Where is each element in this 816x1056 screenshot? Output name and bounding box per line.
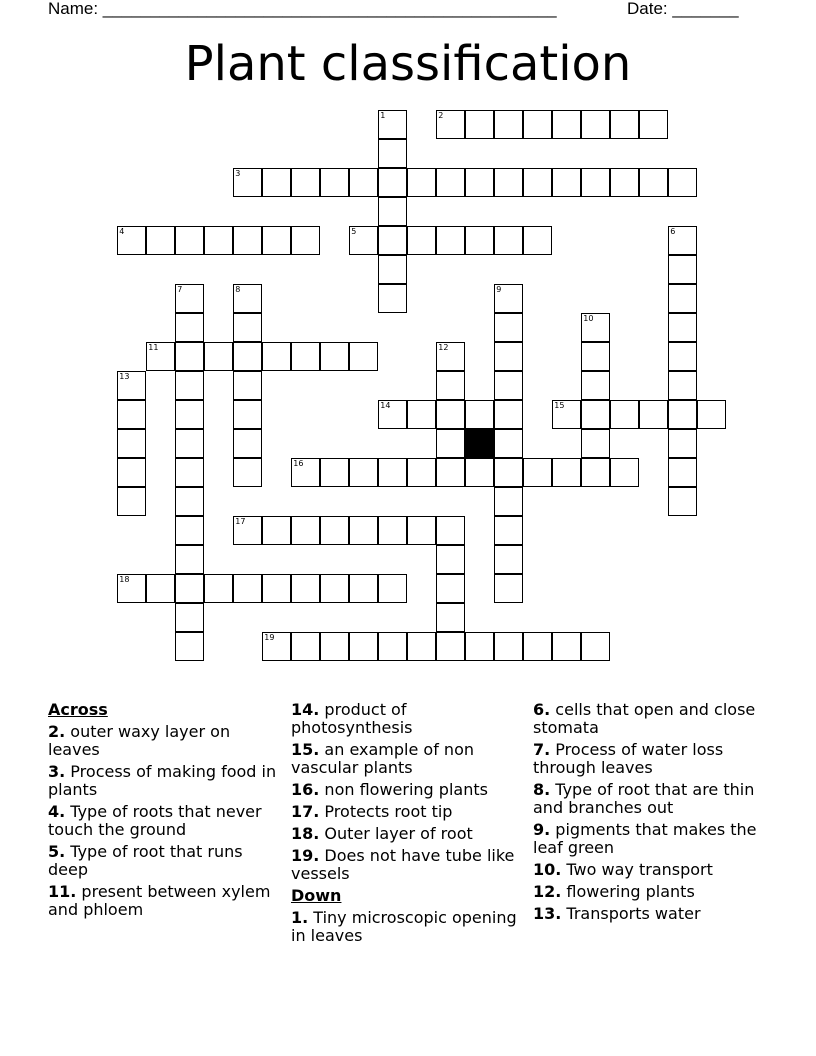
grid-cell[interactable]: [117, 371, 146, 400]
grid-cell[interactable]: [378, 226, 407, 255]
clue-number-label: 1.: [291, 908, 309, 927]
clue-number-label: 7.: [533, 740, 551, 759]
grid-cell[interactable]: [610, 110, 639, 139]
clue-item: [48, 803, 278, 839]
clue-number-label: 8.: [533, 780, 551, 799]
grid-cell[interactable]: [407, 516, 436, 545]
grid-cell[interactable]: [262, 632, 291, 661]
clue-item: [48, 883, 278, 919]
grid-cell[interactable]: [117, 429, 146, 458]
grid-cell[interactable]: [175, 313, 204, 342]
grid-cell[interactable]: [378, 400, 407, 429]
grid-cell[interactable]: [494, 342, 523, 371]
grid-cell[interactable]: [233, 342, 262, 371]
grid-cell[interactable]: [465, 226, 494, 255]
clue-number: 14: [380, 401, 391, 411]
grid-cell[interactable]: [291, 168, 320, 197]
grid-cell[interactable]: [320, 168, 349, 197]
grid-cell[interactable]: [233, 400, 262, 429]
down-clue-list-continued: [533, 701, 763, 923]
grid-cell[interactable]: [436, 342, 465, 371]
clue-item: [48, 843, 278, 879]
clue-number-label: 3.: [48, 762, 66, 781]
grid-cell[interactable]: [349, 226, 378, 255]
clue-number: 12: [438, 343, 449, 353]
grid-cell[interactable]: [523, 226, 552, 255]
grid-cell[interactable]: [668, 429, 697, 458]
clue-item: [291, 847, 521, 883]
clue-number: 13: [119, 372, 130, 382]
grid-cell[interactable]: [581, 429, 610, 458]
grid-cell[interactable]: [465, 458, 494, 487]
grid-cell[interactable]: [175, 458, 204, 487]
grid-cell[interactable]: [436, 110, 465, 139]
clue-text: pigments that makes the leaf green: [533, 820, 757, 857]
clue-item: [533, 905, 763, 923]
grid-cell[interactable]: [262, 516, 291, 545]
grid-cell[interactable]: [552, 168, 581, 197]
grid-cell[interactable]: [204, 226, 233, 255]
clue-number-label: 6.: [533, 700, 551, 719]
grid-cell[interactable]: [407, 632, 436, 661]
grid-cell[interactable]: [581, 400, 610, 429]
clue-number-label: 15.: [291, 740, 320, 759]
clue-text: cells that open and close stomata: [533, 700, 756, 737]
clue-number: 6: [670, 227, 676, 237]
grid-cell[interactable]: [320, 632, 349, 661]
clue-text: an example of non vascular plants: [291, 740, 474, 777]
clue-column-3: [533, 701, 763, 927]
clue-text: Process of water loss through leaves: [533, 740, 724, 777]
grid-cell[interactable]: [204, 574, 233, 603]
grid-cell[interactable]: [117, 458, 146, 487]
grid-cell[interactable]: [494, 458, 523, 487]
clue-item: [291, 781, 521, 799]
grid-cell[interactable]: [378, 516, 407, 545]
grid-cell[interactable]: [523, 458, 552, 487]
clue-number: 18: [119, 575, 130, 585]
grid-cell[interactable]: [668, 400, 697, 429]
date-field-label: Date: _______: [627, 0, 739, 18]
grid-cell[interactable]: [291, 226, 320, 255]
clue-text: product of photosynthesis: [291, 700, 413, 737]
grid-cell[interactable]: [320, 458, 349, 487]
grid-cell[interactable]: [175, 632, 204, 661]
grid-cell[interactable]: [233, 168, 262, 197]
grid-cell[interactable]: [378, 284, 407, 313]
clue-number-label: 14.: [291, 700, 320, 719]
grid-cell[interactable]: [436, 168, 465, 197]
grid-cell[interactable]: [668, 342, 697, 371]
grid-cell[interactable]: [494, 371, 523, 400]
grid-cell[interactable]: [523, 110, 552, 139]
clue-number: 19: [264, 633, 275, 643]
grid-cell[interactable]: [494, 168, 523, 197]
grid-cell[interactable]: [494, 545, 523, 574]
grid-cell[interactable]: [175, 545, 204, 574]
grid-cell[interactable]: [117, 226, 146, 255]
clue-number: 3: [235, 169, 241, 179]
clue-item: [291, 741, 521, 777]
clue-item: [533, 741, 763, 777]
grid-cell[interactable]: [494, 429, 523, 458]
grid-cell[interactable]: [117, 574, 146, 603]
clue-number: 17: [235, 517, 246, 527]
grid-cell[interactable]: [175, 371, 204, 400]
grid-cell[interactable]: [436, 400, 465, 429]
grid-cell[interactable]: [117, 487, 146, 516]
grid-cell[interactable]: [378, 110, 407, 139]
down-clue-list: [291, 909, 521, 945]
grid-cell[interactable]: [639, 400, 668, 429]
grid-cell[interactable]: [349, 168, 378, 197]
clue-number-label: 2.: [48, 722, 66, 741]
grid-cell[interactable]: [552, 632, 581, 661]
grid-cell[interactable]: [320, 342, 349, 371]
grid-cell[interactable]: [668, 313, 697, 342]
black-square: [465, 429, 494, 458]
grid-cell[interactable]: [523, 632, 552, 661]
grid-cell[interactable]: [465, 632, 494, 661]
grid-cell[interactable]: [175, 574, 204, 603]
down-heading: Down: [291, 886, 342, 905]
grid-cell[interactable]: [668, 226, 697, 255]
clue-column-1: [48, 701, 278, 923]
clue-column-2: [291, 701, 521, 949]
grid-cell[interactable]: [436, 574, 465, 603]
clue-number: 5: [351, 227, 357, 237]
across-clue-list-continued: [291, 701, 521, 883]
grid-cell[interactable]: [320, 516, 349, 545]
grid-cell[interactable]: [175, 516, 204, 545]
clue-text: flowering plants: [561, 882, 695, 901]
clue-text: Type of root that runs deep: [48, 842, 243, 879]
clue-text: non flowering plants: [319, 780, 488, 799]
clue-number-label: 9.: [533, 820, 551, 839]
grid-cell[interactable]: [146, 342, 175, 371]
grid-cell[interactable]: [581, 110, 610, 139]
grid-cell[interactable]: [175, 400, 204, 429]
clue-number-label: 13.: [533, 904, 562, 923]
grid-cell[interactable]: [668, 168, 697, 197]
grid-cell[interactable]: [494, 284, 523, 313]
grid-cell[interactable]: [233, 458, 262, 487]
grid-cell[interactable]: [436, 516, 465, 545]
clue-number: 1: [380, 111, 386, 121]
grid-cell[interactable]: [465, 400, 494, 429]
grid-cell[interactable]: [465, 110, 494, 139]
clue-item: [48, 723, 278, 759]
grid-cell[interactable]: [175, 284, 204, 313]
grid-cell[interactable]: [610, 400, 639, 429]
clue-number-label: 4.: [48, 802, 66, 821]
grid-cell[interactable]: [697, 400, 726, 429]
grid-cell[interactable]: [233, 574, 262, 603]
grid-cell[interactable]: [262, 574, 291, 603]
clue-number-label: 19.: [291, 846, 320, 865]
clue-number-label: 5.: [48, 842, 66, 861]
grid-cell[interactable]: [494, 516, 523, 545]
grid-cell[interactable]: [494, 632, 523, 661]
grid-cell[interactable]: [639, 110, 668, 139]
grid-cell[interactable]: [581, 632, 610, 661]
grid-cell[interactable]: [668, 284, 697, 313]
grid-cell[interactable]: [436, 545, 465, 574]
grid-cell[interactable]: [552, 400, 581, 429]
clue-text: Transports water: [561, 904, 701, 923]
grid-cell[interactable]: [175, 342, 204, 371]
clue-text: Type of roots that never touch the ground: [48, 802, 262, 839]
grid-cell[interactable]: [320, 574, 349, 603]
across-clue-list: [48, 723, 278, 919]
grid-cell[interactable]: [291, 632, 320, 661]
grid-cell[interactable]: [465, 168, 494, 197]
grid-cell[interactable]: [581, 458, 610, 487]
grid-cell[interactable]: [523, 168, 552, 197]
clue-number: 2: [438, 111, 444, 121]
clue-text: Does not have tube like vessels: [291, 846, 515, 883]
grid-cell[interactable]: [407, 226, 436, 255]
grid-cell[interactable]: [233, 313, 262, 342]
grid-cell[interactable]: [407, 168, 436, 197]
grid-cell[interactable]: [378, 255, 407, 284]
clue-text: Two way transport: [561, 860, 713, 879]
grid-cell[interactable]: [494, 110, 523, 139]
grid-cell[interactable]: [175, 603, 204, 632]
grid-cell[interactable]: [378, 168, 407, 197]
grid-cell[interactable]: [349, 574, 378, 603]
grid-cell[interactable]: [436, 632, 465, 661]
clue-number: 9: [496, 285, 502, 295]
grid-cell[interactable]: [407, 458, 436, 487]
clue-text: outer waxy layer on leaves: [48, 722, 231, 759]
grid-cell[interactable]: [552, 110, 581, 139]
clue-number: 16: [293, 459, 304, 469]
clue-number: 7: [177, 285, 183, 295]
grid-cell[interactable]: [668, 255, 697, 284]
across-heading: Across: [48, 700, 108, 719]
grid-cell[interactable]: [494, 313, 523, 342]
grid-cell[interactable]: [349, 632, 378, 661]
grid-cell[interactable]: [668, 487, 697, 516]
clue-item: [533, 883, 763, 901]
grid-cell[interactable]: [552, 458, 581, 487]
clue-number: 4: [119, 227, 125, 237]
page-title: Plant classification: [184, 36, 632, 92]
grid-cell[interactable]: [378, 574, 407, 603]
grid-cell[interactable]: [378, 632, 407, 661]
grid-cell[interactable]: [291, 342, 320, 371]
clue-item: [291, 909, 521, 945]
grid-cell[interactable]: [233, 284, 262, 313]
grid-cell[interactable]: [349, 458, 378, 487]
clue-number: 8: [235, 285, 241, 295]
grid-cell[interactable]: [291, 516, 320, 545]
clue-item: [533, 821, 763, 857]
grid-cell[interactable]: [668, 371, 697, 400]
grid-cell[interactable]: [610, 168, 639, 197]
grid-cell[interactable]: [175, 226, 204, 255]
grid-cell[interactable]: [291, 458, 320, 487]
grid-cell[interactable]: [407, 400, 436, 429]
clue-text: Type of root that are thin and branches out: [533, 780, 755, 817]
clue-item: [533, 861, 763, 879]
clue-text: present between xylem and phloem: [48, 882, 271, 919]
grid-cell[interactable]: [436, 429, 465, 458]
grid-cell[interactable]: [494, 574, 523, 603]
grid-cell[interactable]: [378, 197, 407, 226]
clue-text: Protects root tip: [319, 802, 453, 821]
grid-cell[interactable]: [291, 574, 320, 603]
clue-number: 11: [148, 343, 159, 353]
clue-item: [291, 803, 521, 821]
clue-number: 10: [583, 314, 594, 324]
clue-number-label: 18.: [291, 824, 320, 843]
grid-cell[interactable]: [262, 168, 291, 197]
clue-text: Tiny microscopic opening in leaves: [291, 908, 517, 945]
clue-text: Outer layer of root: [319, 824, 473, 843]
grid-cell[interactable]: [436, 371, 465, 400]
clue-number: 15: [554, 401, 565, 411]
grid-cell[interactable]: [175, 429, 204, 458]
grid-cell[interactable]: [204, 342, 233, 371]
grid-cell[interactable]: [117, 400, 146, 429]
grid-cell[interactable]: [581, 313, 610, 342]
grid-cell[interactable]: [262, 226, 291, 255]
grid-cell[interactable]: [233, 226, 262, 255]
grid-cell[interactable]: [581, 168, 610, 197]
grid-cell[interactable]: [494, 400, 523, 429]
clue-number-label: 16.: [291, 780, 320, 799]
grid-cell[interactable]: [494, 487, 523, 516]
grid-cell[interactable]: [378, 139, 407, 168]
grid-cell[interactable]: [233, 516, 262, 545]
grid-cell[interactable]: [349, 342, 378, 371]
grid-cell[interactable]: [233, 429, 262, 458]
name-field-label: Name: ________________________________________________: [48, 0, 557, 18]
clue-number-label: 12.: [533, 882, 562, 901]
grid-cell[interactable]: [349, 516, 378, 545]
grid-cell[interactable]: [581, 371, 610, 400]
grid-cell[interactable]: [436, 226, 465, 255]
grid-cell[interactable]: [146, 574, 175, 603]
grid-cell[interactable]: [262, 342, 291, 371]
clue-item: [48, 763, 278, 799]
clue-text: Process of making food in plants: [48, 762, 277, 799]
clue-item: [533, 781, 763, 817]
grid-cell[interactable]: [233, 371, 262, 400]
grid-cell[interactable]: [436, 603, 465, 632]
grid-cell[interactable]: [494, 226, 523, 255]
clue-item: [533, 701, 763, 737]
clue-number-label: 17.: [291, 802, 320, 821]
grid-cell[interactable]: [146, 226, 175, 255]
grid-cell[interactable]: [639, 168, 668, 197]
grid-cell[interactable]: [668, 458, 697, 487]
clue-number-label: 10.: [533, 860, 562, 879]
clue-item: [291, 825, 521, 843]
clue-number-label: 11.: [48, 882, 77, 901]
grid-cell[interactable]: [436, 458, 465, 487]
clue-item: [291, 701, 521, 737]
grid-cell[interactable]: [610, 458, 639, 487]
grid-cell[interactable]: [175, 487, 204, 516]
grid-cell[interactable]: [378, 458, 407, 487]
grid-cell[interactable]: [581, 342, 610, 371]
